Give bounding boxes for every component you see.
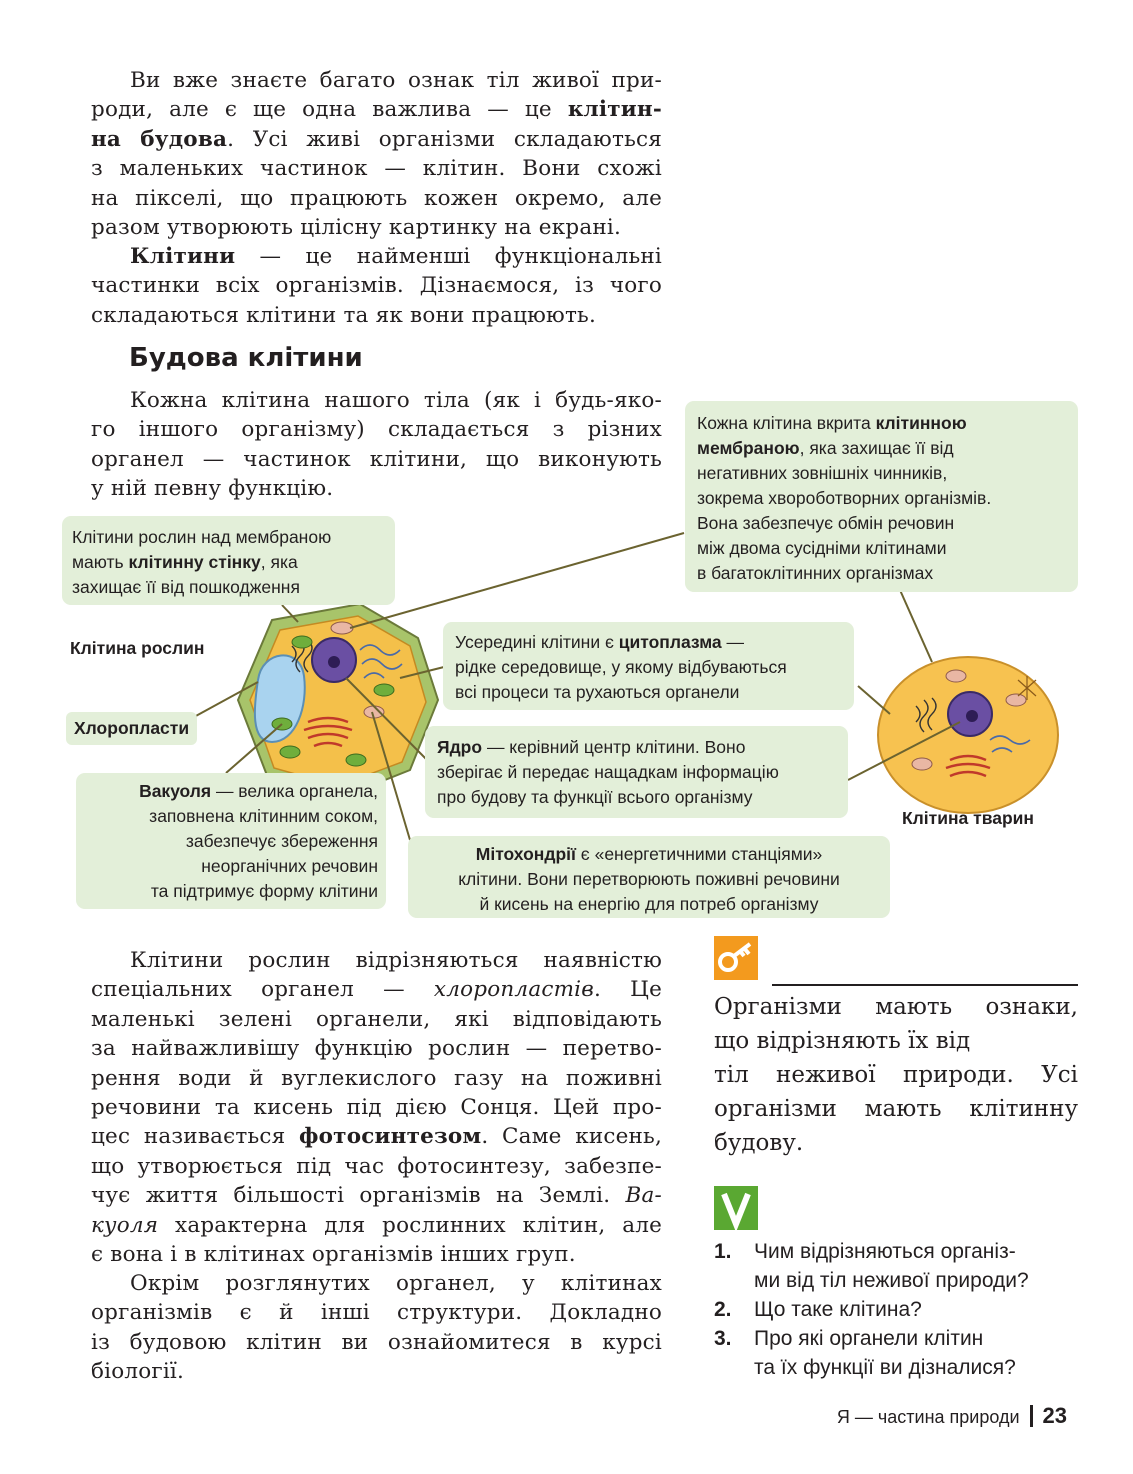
- key-note: [714, 990, 1078, 1160]
- question-text: Про які органели клітин: [754, 1327, 984, 1350]
- text-line: всі процеси та рухаються органели: [455, 682, 740, 702]
- text-line: органел — частинок клітини, що виконують: [91, 446, 662, 472]
- animal-cell-illustration: [878, 657, 1058, 813]
- text-line: разом утворюють цілісну картинку на екрані.: [91, 214, 621, 240]
- text-line: Клітини рослин відрізняються наявністю: [130, 948, 662, 973]
- footer-separator: [1030, 1405, 1033, 1427]
- text-line: тіл неживої природи. Усі: [714, 1062, 1078, 1088]
- text-line: рення води й вуглекислого газу на поживні: [91, 1065, 662, 1091]
- check-icon: [714, 1186, 758, 1230]
- question-text: Чим відрізняються організ-: [754, 1240, 1016, 1263]
- text-line: Вакуоля — велика органела,: [139, 781, 378, 801]
- text-line: рідке середовище, у якому відбуваються: [455, 657, 787, 677]
- plant-cell-label: Клітина рослин: [70, 638, 205, 658]
- text-line: що утворюється під час фотосинтезу, забезпе-: [91, 1153, 662, 1179]
- question-1: [714, 1237, 1078, 1295]
- text-line: будову.: [714, 1130, 804, 1156]
- text-line: захищає її від пошкодження: [72, 577, 300, 597]
- question-text: ми від тіл неживої природи?: [754, 1269, 1029, 1292]
- text-line: на будова. Усі живі організми складаються: [91, 126, 662, 152]
- text-line: зберігає й передає нащадкам інформацію: [437, 762, 779, 782]
- text-line: Ви вже знаєте багато ознак тіл живої при-: [130, 68, 662, 93]
- chloroplast-label: Хлоропласти: [66, 712, 197, 745]
- text-line: Кожна клітина нашого тіла (як і будь-яко-: [130, 388, 662, 413]
- key-icon: [714, 936, 758, 980]
- text-line: за найважливішу функцію рослин — перетво-: [91, 1036, 662, 1062]
- body-paragraph-2: [91, 1269, 662, 1387]
- text-line: в багатоклітинних організмах: [697, 563, 934, 583]
- question-text: та їх функції ви дізналися?: [754, 1356, 1016, 1379]
- text-line: Мітохондрії є «енергетичними станціями»: [475, 844, 823, 864]
- text-line: роди, але є ще одна важлива — це клітин-: [91, 97, 662, 123]
- text-line: й кисень на енергію для потреб організму: [479, 894, 819, 914]
- text-line: з маленьких частинок — клітин. Вони схожі: [91, 156, 662, 182]
- question-number: 3.: [714, 1327, 732, 1350]
- question-2: [714, 1295, 1078, 1324]
- text-line: Кожна клітина вкрита клітинною: [697, 413, 967, 433]
- cytoplasm-callout: [443, 622, 854, 710]
- text-line: та підтримує форму клітини: [150, 881, 378, 901]
- text-line: Вона забезпечує обмін речовин: [697, 513, 955, 533]
- section-heading: Будова клітини: [129, 343, 363, 373]
- divider: [772, 984, 1078, 986]
- text-line: речовини та кисень під дією Сонця. Цей про-: [91, 1094, 662, 1120]
- vacuole-callout: [76, 773, 386, 909]
- plant-cell-illustration: [238, 604, 438, 798]
- text-line: між двома сусідніми клітинами: [697, 538, 947, 558]
- text-line: Клітини рослин над мембраною: [72, 527, 332, 547]
- text-line: спеціальних органел — хлоропластів. Це: [91, 977, 662, 1003]
- text-line: частинки всіх організмів. Дізнаємося, із чого: [91, 273, 662, 299]
- nucleus-callout: [425, 726, 848, 818]
- text-line: що відрізняють їх від: [714, 1028, 971, 1054]
- text-line: цес називається фотосинтезом. Саме кисень,: [91, 1124, 662, 1150]
- page-number: 23: [1042, 1403, 1067, 1428]
- text-line: Організми мають ознаки,: [714, 994, 1078, 1020]
- text-line: на пікселі, що працюють кожен окремо, але: [91, 185, 662, 211]
- question-number: 1.: [714, 1240, 732, 1263]
- text-line: неорганічних речовин: [201, 856, 378, 876]
- cell-wall-callout: [62, 516, 395, 605]
- text-line: мембраною, яка захищає її від: [697, 438, 954, 458]
- text-line: клітини. Вони перетворюють поживні речовини: [458, 869, 840, 889]
- text-line: мають клітинну стінку, яка: [72, 552, 298, 572]
- text-line: у ній певну функцію.: [91, 476, 334, 502]
- mitochondria-callout: [408, 836, 890, 918]
- text-line: організмів є й інші структури. Докладно: [91, 1300, 662, 1326]
- question-3: [714, 1324, 1078, 1382]
- text-line: чує життя більшості організмів на Землі. Ва-: [91, 1183, 662, 1209]
- page-footer: [837, 1403, 1067, 1429]
- text-line: біології.: [91, 1359, 185, 1385]
- text-line: організми мають клітинну: [714, 1096, 1078, 1122]
- text-line: забезпечує збереження: [185, 831, 378, 851]
- text-line: із будовою клітин ви ознайомитеся в курсі: [91, 1329, 662, 1355]
- text-line: є вона і в клітинах організмів інших груп.: [91, 1241, 576, 1267]
- text-line: Ядро — керівний центр клітини. Воно: [437, 737, 746, 757]
- text-line: негативних зовнішніх чинників,: [697, 463, 948, 483]
- text-line: заповнена клітинним соком,: [149, 806, 378, 826]
- text-line: Усередині клітини є цитоплазма —: [455, 632, 745, 652]
- text-line: складаються клітини та як вони працюють.: [91, 302, 596, 328]
- text-line: куоля характерна для рослинних клітин, але: [91, 1212, 662, 1238]
- membrane-callout: [685, 401, 1078, 592]
- text-line: маленькі зелені органели, які відповідають: [91, 1006, 662, 1032]
- text-line: зокрема хвороботворних організмів.: [697, 488, 992, 508]
- question-number: 2.: [714, 1298, 732, 1321]
- text-line: го іншого організму) складається з різних: [91, 417, 662, 443]
- chapter-title: Я — частина природи: [836, 1407, 1020, 1427]
- text-line: Окрім розглянутих органел, у клітинах: [130, 1271, 662, 1296]
- text-line: Клітини — це найменші функціональні: [130, 244, 662, 269]
- question-text: Що таке клітина?: [754, 1298, 922, 1321]
- body-paragraph-1: [91, 946, 662, 1269]
- text-line: про будову та функції всього організму: [437, 787, 753, 807]
- animal-cell-label: Клітина тварин: [902, 808, 1035, 828]
